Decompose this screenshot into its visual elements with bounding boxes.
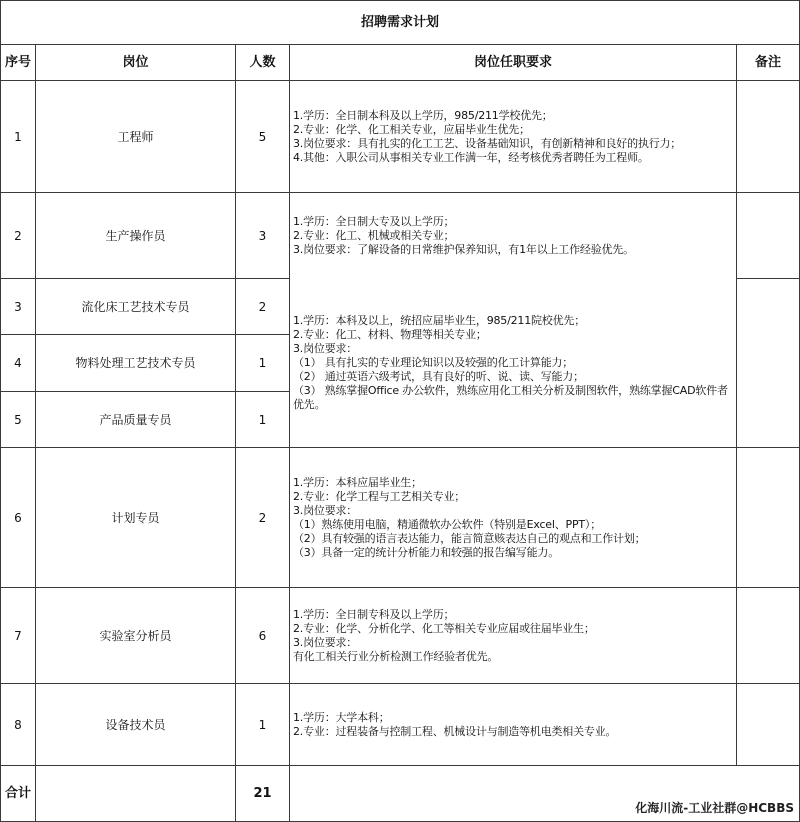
row-no: 1 — [14, 129, 22, 144]
requirement-line: 1.学历：本科及以上，统招应届毕业生，985/211院校优先； — [293, 314, 585, 327]
requirement-line: 2.专业：化学、分析化学、化工等相关专业应届或往届毕业生； — [293, 621, 595, 635]
row-position: 计划专员 — [111, 510, 160, 525]
row-position: 物料处理工艺技术专员 — [75, 356, 196, 370]
header-requirements: 岗位任职要求 — [473, 55, 552, 70]
requirement-line: 3.岗位要求： — [293, 503, 358, 517]
header-no: 序号 — [4, 55, 31, 70]
requirement-line: 2.专业：化学、化工相关专业，应届毕业生优先； — [293, 122, 530, 136]
grid-line — [0, 765, 800, 766]
requirement-line: 1.学历：全日制专科及以上学历； — [293, 607, 455, 621]
requirement-line: 3.岗位要求： — [293, 635, 358, 649]
requirements-equipment — [290, 684, 736, 765]
requirement-line: 3.岗位要求： — [293, 342, 358, 355]
requirement-line: 3.岗位要求：具有扎实的化工工艺、设备基础知识，有创新精神和良好的执行力； — [293, 136, 682, 150]
requirement-line: （3）具备一定的统计分析能力和较强的报告编写能力。 — [293, 545, 559, 559]
requirement-line: 2.专业：化工、机械或相关专业； — [293, 228, 455, 242]
row-no: 3 — [14, 299, 22, 314]
requirement-line: （1）熟练使用电脑，精通微软办公软件（特别是Excel、PPT）； — [293, 517, 602, 531]
row-count: 2 — [258, 510, 267, 525]
requirement-line: 有化工相关行业分析检测工作经验者优先。 — [293, 649, 499, 663]
row-no: 7 — [14, 628, 22, 643]
row-no: 6 — [14, 510, 22, 525]
header-position: 岗位 — [122, 55, 149, 70]
requirement-line: 2.专业：化工、材料、物理等相关专业； — [293, 328, 487, 341]
requirement-line: （2） 通过英语六级考试，具有良好的听、说、读、写能力； — [293, 370, 584, 383]
requirement-line: 1.学历：全日制本科及以上学历，985/211学校优先； — [293, 108, 553, 122]
row-no: 5 — [14, 412, 22, 427]
row-count: 1 — [258, 356, 267, 370]
requirement-line: 4.其他：入职公司从事相关专业工作满一年，经考核优秀者聘任为工程师。 — [293, 150, 649, 164]
row-count: 2 — [258, 299, 267, 314]
requirements-planner — [290, 448, 736, 587]
row-position: 产品质量专员 — [99, 412, 172, 427]
requirement-line: 1.学历：全日制大专及以上学历； — [293, 214, 455, 228]
requirement-line: （1） 具有扎实的专业理论知识以及较强的化工计算能力； — [293, 356, 574, 369]
row-count: 5 — [258, 129, 267, 144]
row-no: 2 — [14, 228, 22, 243]
requirements-specialists — [290, 279, 736, 447]
watermark: 化海川流-工业社群@HCBBS — [635, 801, 794, 815]
requirement-line: 2.专业：化学工程与工艺相关专业； — [293, 489, 466, 503]
row-no: 4 — [14, 356, 22, 370]
row-position: 实验室分析员 — [99, 628, 172, 643]
total-count: 21 — [253, 786, 272, 801]
grid-line — [736, 278, 800, 279]
row-count: 1 — [258, 717, 267, 732]
grid-line — [736, 44, 737, 765]
row-position: 流化床工艺技术专员 — [81, 299, 190, 314]
row-count: 3 — [258, 228, 267, 243]
header-count: 人数 — [249, 55, 276, 70]
row-position: 设备技术员 — [105, 717, 166, 732]
header-remarks: 备注 — [754, 55, 781, 70]
total-label: 合计 — [4, 786, 31, 801]
requirement-line: （2）具有较强的语言表达能力，能言简意赅表达自己的观点和工作计划； — [293, 531, 646, 545]
requirements-engineer — [290, 81, 736, 192]
requirement-line: 1.学历：大学本科； — [293, 710, 390, 724]
row-position: 生产操作员 — [105, 228, 166, 243]
row-count: 6 — [258, 628, 267, 643]
row-position: 工程师 — [117, 129, 154, 144]
requirement-line: 3.岗位要求：了解设备的日常维护保养知识，有1年以上工作经验优先。 — [293, 242, 634, 256]
requirements-operator — [290, 193, 736, 278]
row-count: 1 — [258, 412, 267, 427]
requirement-line: 1.学历：本科应届毕业生； — [293, 475, 422, 489]
requirement-line: 2.专业：过程装备与控制工程、机械设计与制造等机电类相关专业。 — [293, 724, 617, 738]
row-no: 8 — [14, 717, 22, 732]
table-title: 招聘需求计划 — [360, 15, 439, 30]
requirements-lab — [290, 588, 736, 683]
requirement-line: （3） 熟练掌握Office 办公软件，熟练应用化工相关分析及制图软件，熟练掌握CAD软件者优先。 — [293, 384, 728, 411]
